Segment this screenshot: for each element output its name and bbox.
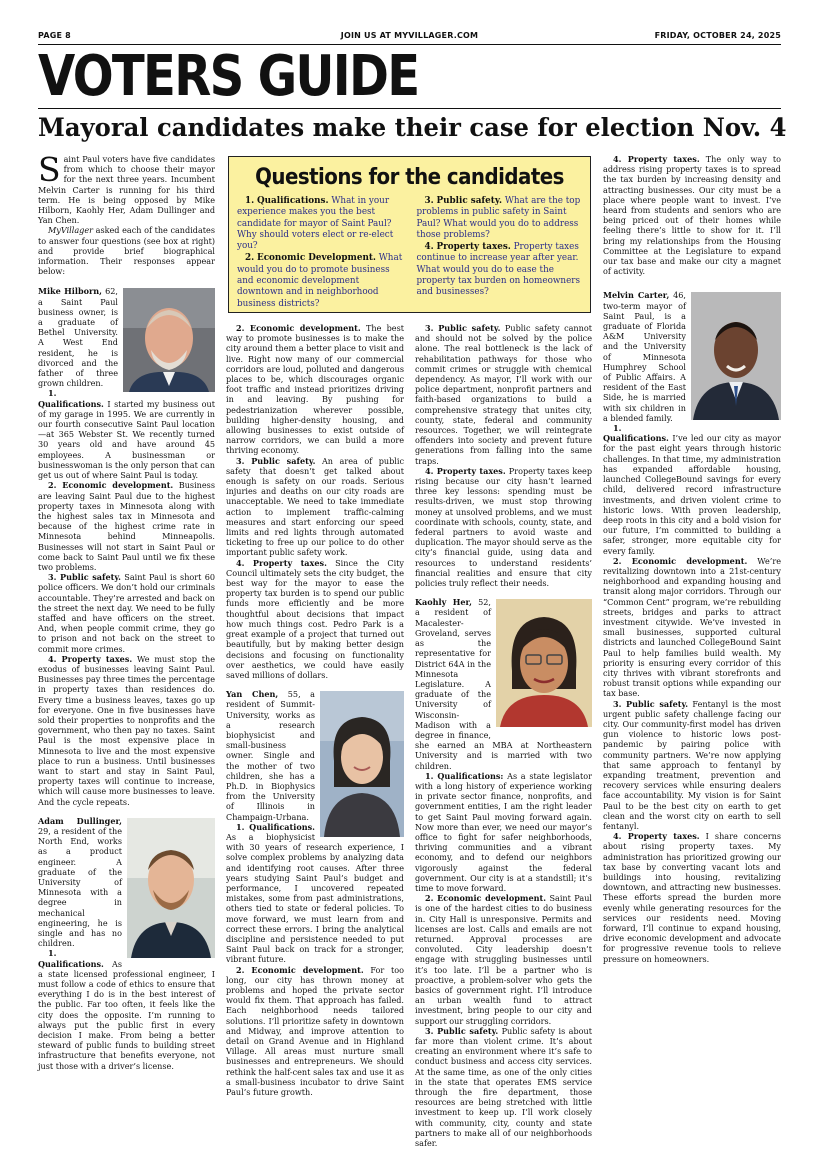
dullinger-photo <box>127 818 215 958</box>
page-folio <box>38 31 781 43</box>
question-1: 1. Qualifications. What in your experience makes you the best candidate for mayor of Saint Paul? Why should voters elect or re-elect you? <box>237 196 394 252</box>
hilborn-q1: 1. Qualifications. I started my business out of my garage in 1995. We are currently in our fourth consecutive Saint Paul location—at 365 Webster St. We recently turned 30 years old and have around 45 employees. A businessman or businesswoman is the only person that can get us out of where Saint Paul is today. <box>38 388 215 481</box>
chen-photo <box>320 691 404 837</box>
carter-q1: 1. Qualifications. I’ve led our city as mayor for the past eight years through historic challenges. In that time, my administration has expanded affordable housing, launched CollegeBound savings for every child, delivered record infrastructure investments, and driven violent crime to historic lows. With proven leadership, deep roots in this city and a bold vision for our future, I’m committed to building a safer, stronger, more equitable city for every family. <box>603 423 781 556</box>
section-kicker: VOTERS GUIDE <box>38 44 419 109</box>
page-number: PAGE 8 <box>38 31 71 40</box>
hilborn-q3: 3. Public safety. Saint Paul is short 60 police officers. We don’t hold our criminals accountable. They’re arrested and back on the street the next day. We need to be fully staffed and have officers on the street. And, when people commit crime, they go to prison and not back on the street to commit more crimes. <box>38 572 215 654</box>
her-q2: 2. Economic development. Saint Paul is one of the hardest cities to do business in. City Hall is unresponsive. Permits and licenses are lost. Calls and emails are not returned. Approval processes are convoluted. City leadership doesn’t engage with struggling businesses until it’s too late. I’ll be a partner who is proactive, a problem-solver who gets the basics of government right. I’ll introduce an urban wealth fund to attract investment, bring people to our city and support our struggling corridors. <box>415 893 592 1026</box>
her-photo <box>496 599 592 727</box>
intro-paragraph: Saint Paul voters have five candidates from which to choose their mayor for the next three years. Incumbent Melvin Carter is running for his third term. He is being opposed by Mike Hilborn, Kaohly Her, Adam Dullinger and Yan Chen. <box>38 150 215 226</box>
issue-date: FRIDAY, OCTOBER 24, 2025 <box>654 31 781 40</box>
hilborn-bio: Mike Hilborn, 62, a Saint Paul business owner, is a graduate of Bethel University. A West End resident, he is divorced and the father of three grown children. <box>38 286 215 388</box>
column-3 <box>415 323 593 1149</box>
chen-bio: Yan Chen, 55, a resident of Summit-University, works as a research biophysicist and small-business owner. Single and the mother of two children, she has a Ph.D. in Biophysics from the University of Illinois in Champaign-Urbana. <box>226 689 404 822</box>
chen-q3: 3. Public safety. Public safety cannot and should not be solved by the police alone. The real bottleneck is the lack of rehabilitation pathways for those who commit crimes or struggle with chemical dependency. As mayor, I’ll work with our police department, nonprofit partners and faith-based organizations to build a comprehensive strategy that unites city, county, state, federal and community resources. Together, we will reintegrate offenders into society and prevent future generations from falling into the same traps. <box>415 323 592 466</box>
hilborn-photo <box>123 288 215 392</box>
carter-bio: Melvin Carter, 46, two-term mayor of Saint Paul, is a graduate of Florida A&M University and the University of Minnesota Humphrey School of Public Affairs. A resident of the East Side, he is married with six children in a blended family. <box>603 290 781 423</box>
questions-box <box>228 156 591 313</box>
chen-q4: 4. Property taxes. Property taxes keep rising because our city hasn’t learned three key lessons: spending must be results-driven, we must stop throwing money at unsolved problems, and we must coordinate with schools, county, state, and federal partners to avoid waste and duplication. The mayor should serve as the city’s financial guide, using data and resources to understand residents’ financial realities and ensure that city policies truly reflect their needs. <box>415 465 593 589</box>
carter-photo <box>691 292 781 420</box>
questions-title: Questions for the candidates <box>255 165 564 190</box>
carter-q3: 3. Public safety. Fentanyl is the most urgent public safety challenge facing our city. Our community-first model has driven gun violence to historic lows post-pandemic by pairing police with community partners. We’re now applying that same approach to fentanyl by expanding treatment, prevention and recovery services while ensuring dealers face accountability. My vision is for Saint Paul to be the best city on earth to get clean and the worst city on earth to sell fentanyl. <box>603 698 781 831</box>
site-url: JOIN US AT MYVILLAGER.COM <box>340 31 479 40</box>
chen-q2: 2. Economic development. For too long, our city has thrown money at problems and hoped the private sector would fix them. That approach has failed. Each neighborhood needs tailored solutions. I’ll prioritize safety in downtown and Midway, and improve attention to detail on Grand Avenue and in Highland Village. All areas must nurture small businesses and entrepreneurs. We should rethink the half-cent sales tax and use it as a small-business incubator to drive Saint Paul’s future growth. <box>226 964 404 1098</box>
column-4 <box>603 154 781 1126</box>
her-bio: Kaohly Her, 52, a resident of Macalester-Groveland, serves as the representative for District 64A in the Minnesota Legislature. A graduate of the University of Wisconsin-Madison with a degree in finance, she earned an MBA at Northeastern University and is married with two children. <box>415 597 592 771</box>
intro-paragraph-2: MyVillager asked each of the candidates to answer four questions (see box at right) and provide brief biographical information. Their responses appear below: <box>38 225 215 277</box>
dullinger-bio: Adam Dullinger, 29, a resident of the North End, works as a product engineer. A graduate of the University of Minnesota with a degree in mechanical engineering, he is single and has no children. <box>38 816 215 949</box>
carter-q4: 4. Property taxes. I share concerns about rising property taxes. My administration has prioritized growing our tax base by converting vacant lots and buildings into housing, revitalizing downtown, and attracting new businesses. These efforts spread the burden more evenly while generating resources for the services our residents need. Moving forward, I’ll continue to expand housing, drive economic development and advocate for progressive revenue tools to relieve pressure on homeowners. <box>603 831 781 964</box>
question-4: 4. Property taxes. Property taxes continue to increase year after year. What would you do to ease the property tax burden on homeowners and businesses? <box>416 242 580 298</box>
question-2: 2. Economic Development. What would you do to promote business and economic development downtown and in neighborhood business districts? <box>237 253 403 309</box>
her-q4: 4. Property taxes. The only way to address rising property taxes is to spread the tax burden by increasing density and attracting businesses. Our city must be a place where people want to invest. I’ve heard from students and seniors who are being priced out of their homes while feeling there’s little to show for it. I’ll bring my relationships from the Housing Committee at the Legislature to expand our tax base and make our city a magnet of activity. <box>603 154 781 277</box>
hilborn-q4: 4. Property taxes. We must stop the exodus of businesses leaving Saint Paul. Businesses pay three times the percentage in property taxes than residences do. Every time a business leaves, taxes go up for everyone. One in five businesses have sold their properties to nonprofits and the government, who then pay no taxes. Saint Paul is the most expensive place in Minnesota to live and the most expensive place to run a business. Until businesses want to start and stay in Saint Paul, property taxes will continue to increase, which will cause more businesses to leave. And the cycle repeats. <box>38 653 215 807</box>
column-2 <box>226 323 404 1126</box>
her-q1: 1. Qualifications: As a state legislator with a long history of experience working in private sector finance, nonprofits, and government entities, I am the right leader to get Saint Paul moving forward again. Now more than ever, we need our mayor’s office to fight for safer neighborhoods, thriving communities and a vibrant economy, and to defend our neighbors vigorously against the federal government. Our city is at a standstill; it’s time to move forward. <box>415 770 592 893</box>
chen-q1: 1. Qualifications. As a biophysicist with 30 years of research experience, I solve complex problems by analyzing data and identifying root causes. After three years studying Saint Paul’s budget and performance, I uncovered repeated mistakes, some from past administrations, others tied to state or federal policies. To move forward, we must learn from and correct these errors. I bring the analytical discipline and persistence needed to put Saint Paul back on track for a stronger, vibrant future. <box>226 821 404 965</box>
drop-cap: S <box>38 150 61 189</box>
carter-q2: 2. Economic development. We’re revitalizing downtown into a 21st-century neighborhood and expanding housing and transit along major corridors. Through our “Common Cent” program, we’re rebuilding streets, bridges and parks to attract investment citywide. We’ve invested in small businesses, supported cultural districts and launched CollegeBound Saint Paul to help families build wealth. My priority is ensuring every corridor of this city thrives with vibrant storefronts and robust transit options while expanding our tax base. <box>603 555 781 699</box>
her-q3: 3. Public safety. Public safety is about far more than violent crime. It’s about creating an environment where it’s safe to conduct business and access city services. At the same time, as one of the only cities in the state that operates EMS service through the fire department, those resources are being stretched with little investment to keep up. I’ll work closely with community, city, county and state partners to make all of our neighborhoods safer. <box>415 1025 592 1149</box>
hilborn-q2: 2. Economic development. Business are leaving Saint Paul due to the highest property taxes in Minnesota along with the highest sales tax in Minnesota and because of the highest crime rate in Minnesota behind Minneapolis. Businesses will not start in Saint Paul or come back to Saint Paul until we fix these two problems. <box>38 480 215 572</box>
column-1 <box>38 150 215 1126</box>
page-headline: Mayoral candidates make their case for election Nov. 4 <box>38 113 787 142</box>
question-3: 3. Public safety. What are the top problems in public safety in Saint Paul? What would you do to address those problems? <box>416 196 581 240</box>
dullinger-q2: 2. Economic development. The best way to promote businesses is to make the city around them a better place to visit and live. Right now many of our commercial corridors are loud, polluted and dangerous places to be, which discourages organic foot traffic and instead prioritizes driving in and leaving. By pushing for pedestrianization wherever possible, building higher-density housing, and allowing businesses to exist outside of narrow corridors, we can build a more thriving economy. <box>226 323 405 456</box>
dullinger-q3: 3. Public safety. An area of public safety that doesn’t get talked about enough is safety on our roads. Serious injuries and deaths on our city roads are unacceptable. We need to take immediate action to implement traffic-calming measures and start enforcing our speed limits and red lights through automated ticketing to free up our police to do other important public safety work. <box>226 455 404 558</box>
dullinger-q1: 1. Qualifications. As a state licensed professional engineer, I must follow a code of ethics to ensure that everything I do is in the best interest of the public. Far too often, it feels like the city does the opposite. I’m running to always put the public first in every decision I make. From being a better steward of public funds to building street infrastructure that benefits everyone, not just those with a driver’s license. <box>38 948 215 1071</box>
dullinger-q4: 4. Property taxes. Since the City Council ultimately sets the city budget, the best way for the mayor to ease the property tax burden is to spend our public funds more efficiently and be more thoughtful about decisions that impact how much things cost. Pedro Park is a great example of a project that turned out beautifully, but by making better design decisions and focusing on functionality over aesthetics, we could have easily saved millions of dollars. <box>226 557 404 680</box>
kicker-rule <box>38 108 781 109</box>
